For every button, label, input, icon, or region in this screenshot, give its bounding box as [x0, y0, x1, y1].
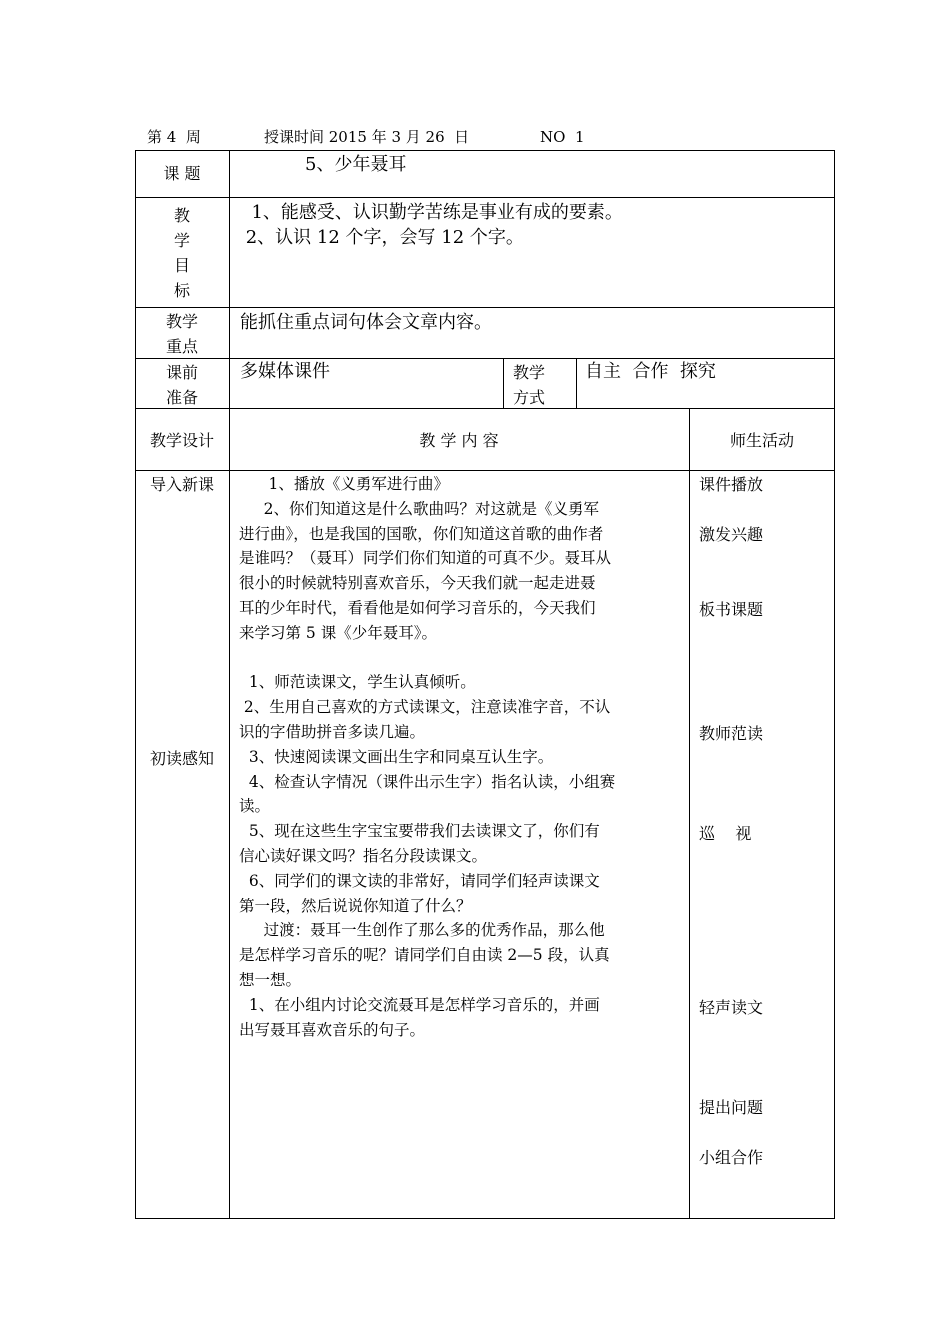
- activity-item: 激发兴趣: [699, 525, 764, 544]
- activity-item: 课件播放: [699, 475, 764, 494]
- method-label: 教学 方式: [513, 363, 546, 407]
- divider: [135, 307, 835, 308]
- content-line: 出写聂耳喜欢音乐的句子。: [239, 1020, 426, 1039]
- stage-intro: 导入新课: [149, 475, 214, 494]
- col-activity-header: 师生活动: [729, 431, 794, 450]
- stage-first-reading: 初读感知: [149, 749, 214, 768]
- content-line: [239, 646, 685, 671]
- prep-label: 课前 准备: [165, 363, 198, 407]
- teaching-method: 自主 合作 探究: [585, 361, 716, 382]
- content-line: 很小的时候就特别喜欢音乐，今天我们就一起走进聂: [239, 574, 596, 593]
- divider: [229, 408, 230, 1219]
- content-line: 4、检查认字情况（课件出示生字）指名认读，小组赛: [239, 772, 616, 791]
- activity-item: 轻声读文: [699, 998, 764, 1017]
- divider: [135, 470, 835, 471]
- activity-item: 巡 视: [699, 824, 752, 843]
- content-line: 1、播放《义勇军进行曲》: [239, 475, 449, 493]
- prep-materials: 多媒体课件: [240, 361, 330, 382]
- content-line: 第一段，然后说说你知道了什么？: [239, 896, 472, 915]
- activity-item: 小组合作: [699, 1148, 764, 1167]
- lesson-title: 5、少年聂耳: [305, 154, 407, 175]
- content-line: 6、同学们的课文读的非常好，请同学们轻声读课文: [239, 871, 600, 890]
- content-line: 3、快速阅读课文画出生字和同桌互认生字。: [239, 747, 554, 766]
- key-label: 教学 重点: [165, 312, 198, 356]
- divider: [576, 358, 577, 409]
- content-line: 想一想。: [239, 970, 302, 989]
- week-label: 第 4 周: [147, 128, 201, 146]
- divider: [229, 150, 230, 409]
- divider: [135, 197, 835, 198]
- content-line: 1、在小组内讨论交流聂耳是怎样学习音乐的，并画: [239, 995, 600, 1014]
- content-line: 信心读好课文吗？指名分段读课文。: [239, 846, 488, 865]
- content-line: 识的字借助拼音多读几遍。: [239, 722, 426, 741]
- goal-2: 2、认识 12 个字，会写 12 个字。: [240, 227, 524, 248]
- lesson-number: NO 1: [540, 128, 585, 146]
- activity-item: 板书课题: [699, 600, 764, 619]
- activity-item: 教师范读: [699, 724, 764, 743]
- content-line: 过渡：聂耳一生创作了那么多的优秀作品，那么他: [239, 921, 605, 940]
- goal-1: 1、能感受、认识勤学苦练是事业有成的要素。: [240, 202, 623, 223]
- activity-item: 提出问题: [699, 1098, 764, 1117]
- page-header: [147, 126, 847, 148]
- divider: [689, 408, 690, 1219]
- content-line: 2、你们知道这是什么歌曲吗？对这就是《义勇军: [239, 499, 599, 518]
- col-content-header: 教 学 内 容: [419, 431, 499, 450]
- content-line: 读。: [239, 797, 271, 816]
- content-line: 5、现在这些生字宝宝要带我们去读课文了，你们有: [239, 822, 600, 841]
- content-line: 1、师范读课文，学生认真倾听。: [239, 673, 476, 692]
- class-date: 授课时间 2015 年 3 月 26 日: [264, 128, 470, 146]
- content-line: 耳的少年时代，看看他是如何学习音乐的，今天我们: [239, 598, 596, 617]
- col-design-header: 教学设计: [149, 431, 214, 450]
- content-line: 是怎样学习音乐的呢？请同学们自由读 2—5 段，认真: [239, 946, 610, 965]
- teaching-content: [239, 472, 685, 1042]
- content-line: 2、生用自己喜欢的方式读课文，注意读准字音，不认: [239, 698, 611, 717]
- content-line: 进行曲》，也是我国的国歌，你们知道这首歌的曲作者: [239, 524, 604, 543]
- goals-label: 教 学 目 标: [173, 206, 190, 300]
- content-line: 来学习第 5 课《少年聂耳》。: [239, 623, 437, 642]
- title-label: 课 题: [163, 164, 201, 183]
- key-point: 能抓住重点词句体会文章内容。: [240, 312, 492, 333]
- content-line: 是谁吗？（聂耳）同学们你们知道的可真不少。聂耳从: [239, 549, 612, 568]
